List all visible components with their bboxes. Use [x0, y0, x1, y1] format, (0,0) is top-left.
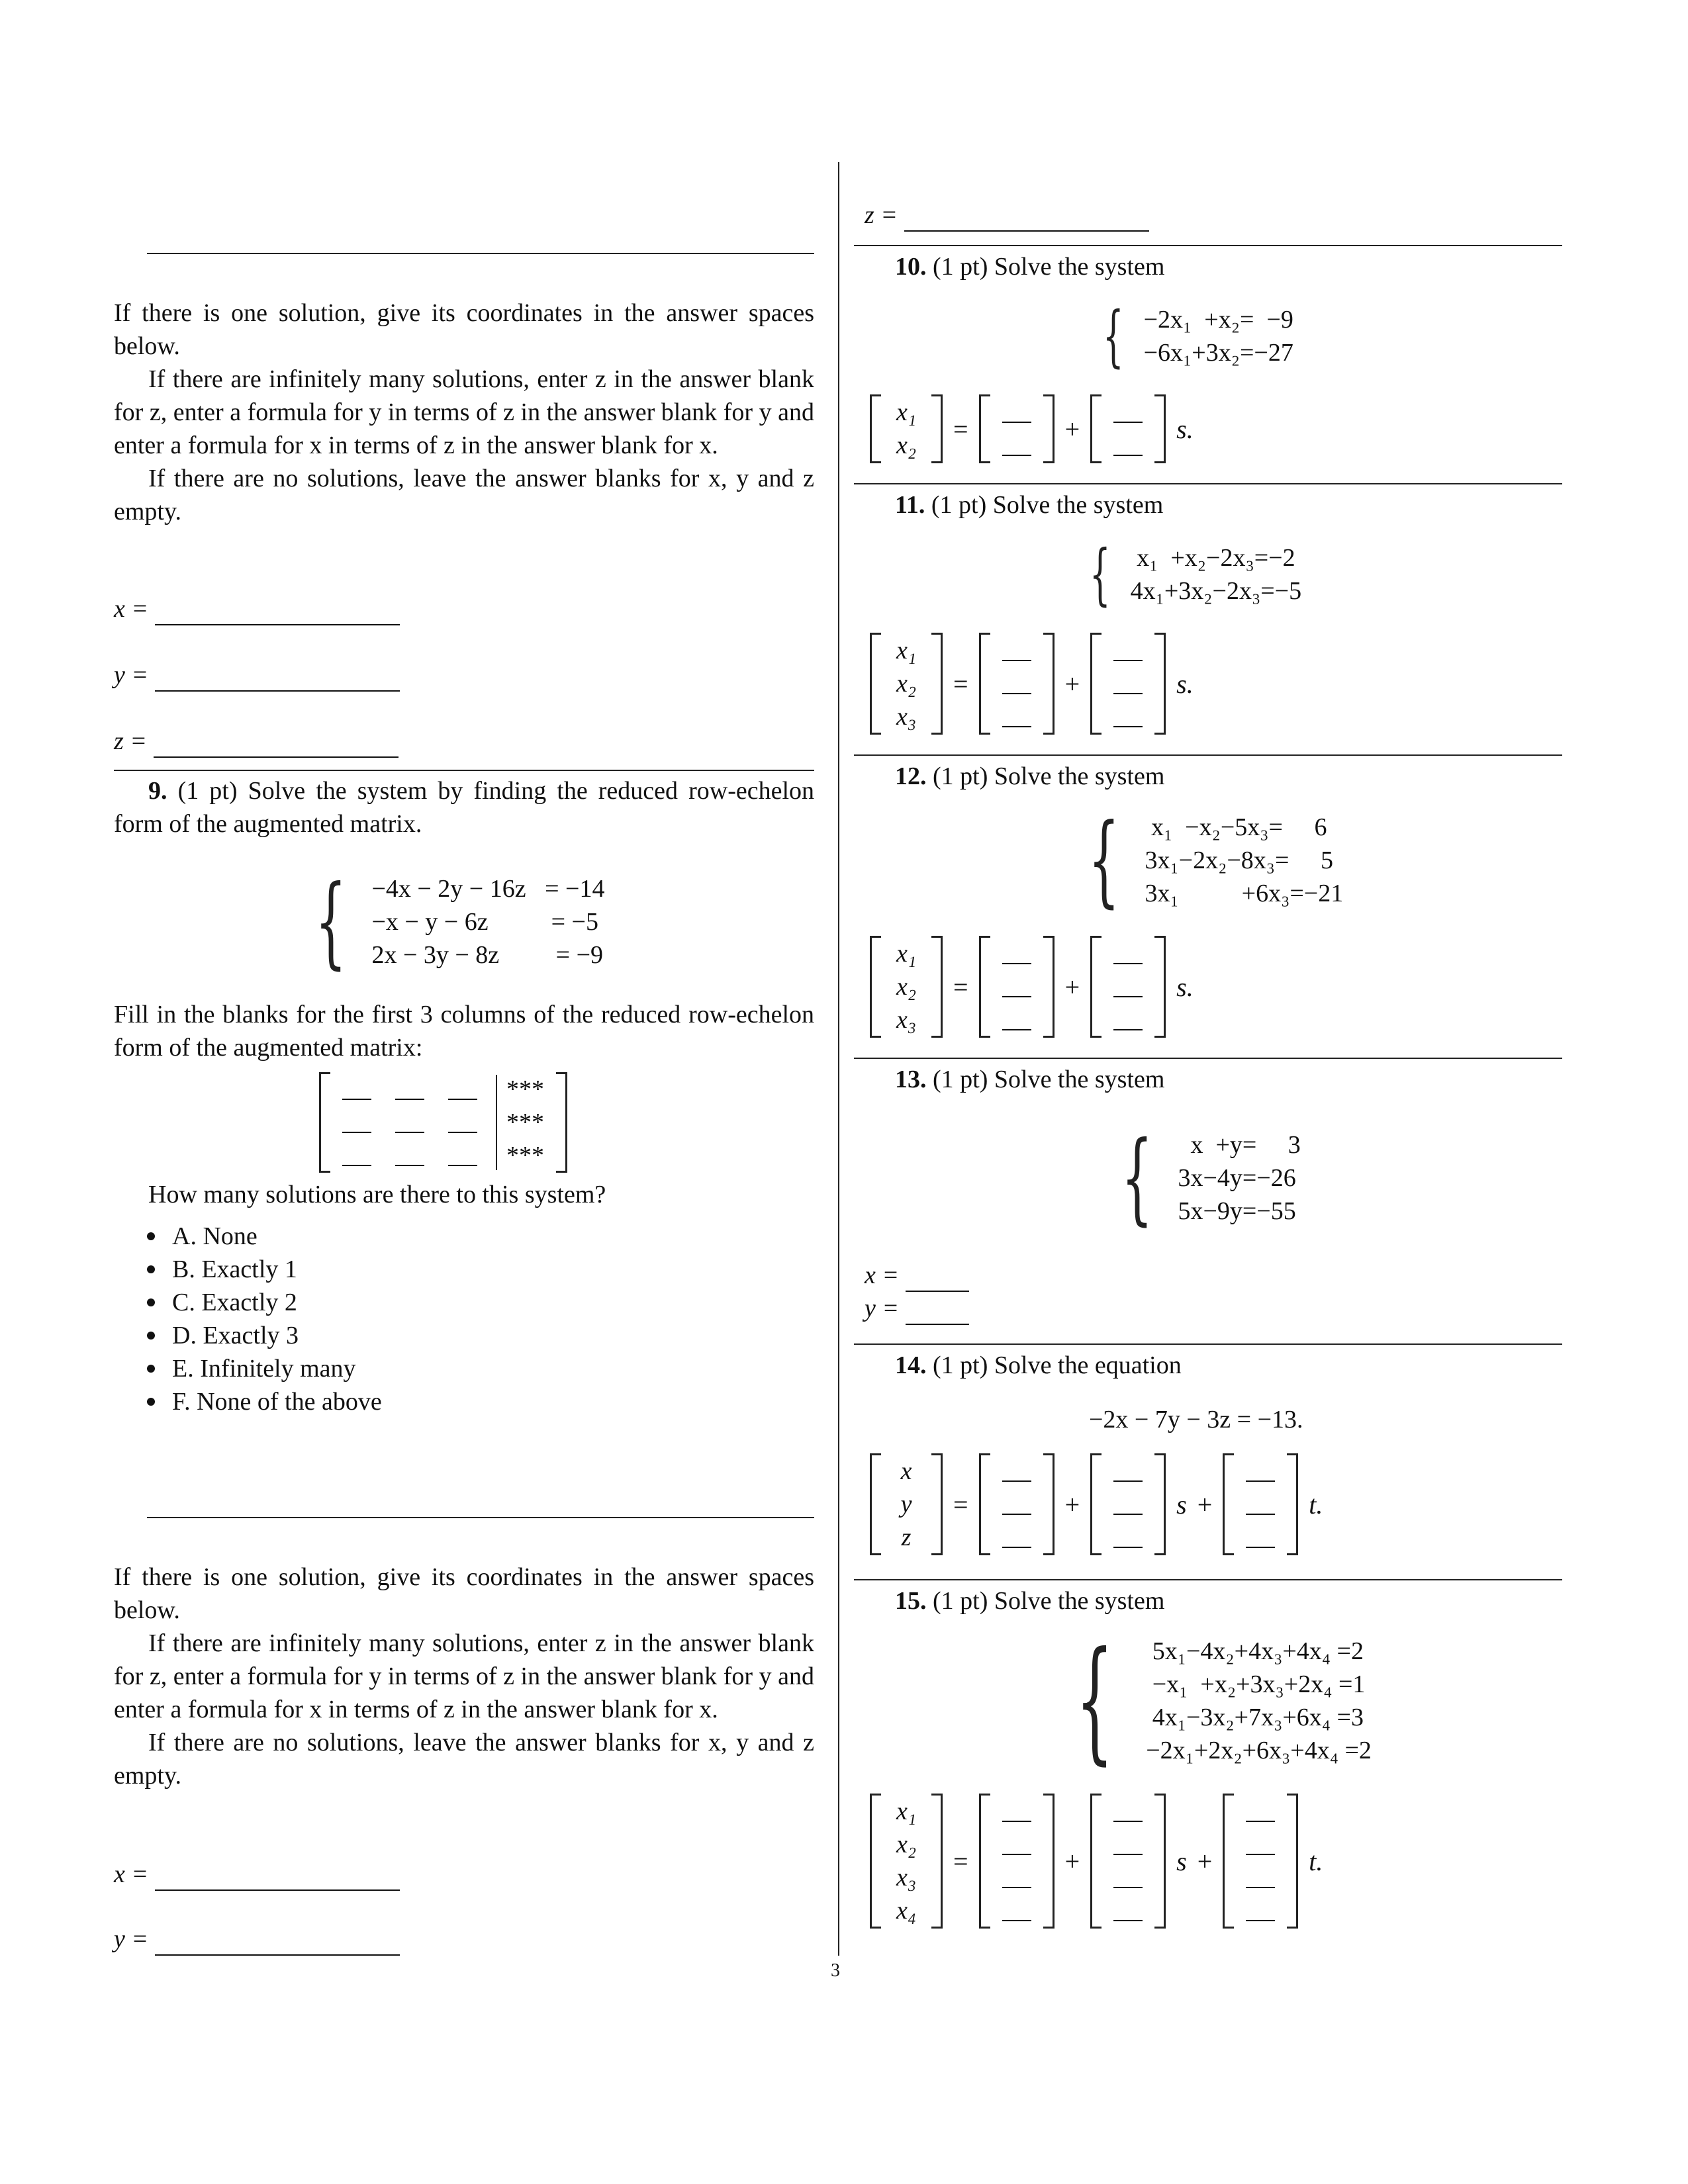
vector-blank[interactable]: [1113, 677, 1143, 694]
vector-blank[interactable]: [1113, 1904, 1143, 1921]
answer-y-row-2: [114, 1923, 400, 1956]
section-rule: [147, 253, 814, 254]
q10-number: 10.: [895, 253, 927, 281]
rref-blank[interactable]: [448, 1083, 477, 1100]
augmented-cell: ***: [506, 1109, 544, 1136]
q13-equation: x +y= 3: [1178, 1131, 1301, 1159]
q12-equation: x₁ −x₂−5x₃= 6: [1145, 813, 1327, 841]
answer-z-row-top: [865, 199, 1149, 232]
q12-system: [1072, 803, 1344, 918]
choice-a[interactable]: A. None: [114, 1220, 382, 1253]
instructions-block-2: [114, 1561, 814, 1792]
vector-blank[interactable]: [1002, 1498, 1031, 1515]
vector-blank[interactable]: [1002, 406, 1031, 423]
var-label: y: [900, 1490, 912, 1518]
q9-equation: −4x − 2y − 16z = −14: [371, 875, 605, 903]
q10-equation: −2x₁ +x₂= −9: [1143, 306, 1293, 334]
q13-answer-x-field[interactable]: [906, 1265, 969, 1292]
q15-points: (1 pt): [933, 1587, 988, 1615]
vector-blank[interactable]: [1246, 1838, 1275, 1855]
q9-question: How many solutions are there to this system?: [148, 1181, 606, 1208]
q12-number: 12.: [895, 762, 927, 790]
vector-blank[interactable]: [1113, 947, 1143, 964]
parameter-label: t.: [1309, 1489, 1323, 1520]
q14-points: (1 pt): [933, 1351, 988, 1379]
choice-b[interactable]: B. Exactly 1: [114, 1253, 382, 1286]
var-label: x₂: [896, 973, 917, 1001]
q14-prompt: Solve the equation: [994, 1351, 1182, 1379]
q12-points: (1 pt): [933, 762, 988, 790]
q9-augmented-matrix: [319, 1072, 567, 1173]
q10-vector-form: [870, 394, 1204, 463]
section-rule: [147, 1517, 814, 1518]
answer-z-field[interactable]: [154, 731, 399, 758]
section-rule: [854, 1579, 1562, 1580]
vector-blank[interactable]: [1002, 1838, 1031, 1855]
vector-blank[interactable]: [1113, 406, 1143, 423]
var-label: x₂: [896, 670, 917, 698]
q10-system: [1092, 297, 1293, 375]
parameter-label: t.: [1309, 1846, 1323, 1876]
q14-equation: −2x − 7y − 3z = −13.: [1089, 1406, 1303, 1433]
q12-equation: 3x₁ +6x₃=−21: [1145, 880, 1344, 907]
q9-equation: −x − y − 6z = −5: [371, 908, 598, 936]
q11-number: 11.: [895, 491, 925, 519]
vector-blank[interactable]: [1002, 1904, 1031, 1921]
q14-vector-form: [870, 1453, 1333, 1555]
q9-header: [114, 774, 814, 841]
vector-blank[interactable]: [1113, 980, 1143, 997]
q13-prompt: Solve the system: [994, 1066, 1165, 1093]
q15-header: [895, 1584, 1164, 1617]
var-label: x₂: [896, 1831, 917, 1858]
instruction-no-solutions: If there are no solutions, leave the answer blanks for x, y and z empty.: [114, 465, 814, 525]
var-label: x₁: [896, 637, 917, 664]
q13-number: 13.: [895, 1066, 927, 1093]
q10-header: [895, 250, 1164, 283]
plus-sign: +: [1064, 668, 1080, 699]
var-label: x₃: [896, 1864, 917, 1891]
choice-d[interactable]: D. Exactly 3: [114, 1319, 382, 1352]
vector-blank[interactable]: [1113, 1838, 1143, 1855]
left-brace: {: [1089, 535, 1111, 613]
q14-number: 14.: [895, 1351, 927, 1379]
vector-blank[interactable]: [1113, 1531, 1143, 1548]
answer-y-label: y =: [114, 1925, 149, 1953]
answer-x-row: [114, 592, 400, 625]
augment-separator: [496, 1075, 497, 1170]
answer-x-label: x =: [865, 1261, 900, 1289]
section-rule: [114, 770, 814, 771]
plus-sign: +: [1064, 972, 1080, 1002]
left-brace: {: [1088, 803, 1120, 918]
q15-system: [1053, 1623, 1372, 1778]
vector-blank[interactable]: [1113, 439, 1143, 456]
left-brace: {: [1102, 297, 1124, 375]
instruction-infinite-solutions: If there are infinitely many solutions, enter z in the answer blank for z, enter a formula for y in terms of z in the answer blank for y and enter a formula for x in terms of z in the answer blank for x.: [114, 1629, 814, 1723]
parameter-label: s: [1176, 1489, 1187, 1520]
vector-blank[interactable]: [1113, 1871, 1143, 1888]
vector-blank[interactable]: [1002, 1871, 1031, 1888]
instruction-one-solution: If there is one solution, give its coordinates in the answer spaces below.: [114, 1563, 814, 1624]
vector-blank[interactable]: [1002, 1465, 1031, 1482]
answer-x-label: x =: [114, 1860, 149, 1888]
column-divider: [838, 162, 839, 1956]
vector-blank[interactable]: [1246, 1904, 1275, 1921]
q15-vector-form: [870, 1794, 1333, 1929]
vector-blank[interactable]: [1002, 980, 1031, 997]
section-rule: [854, 1058, 1562, 1059]
vector-blank[interactable]: [1113, 644, 1143, 661]
vector-blank[interactable]: [1246, 1871, 1275, 1888]
q12-vector-form: [870, 936, 1204, 1038]
q13-equation: 3x−4y=−26: [1178, 1164, 1296, 1192]
equals-sign: =: [953, 414, 968, 444]
answer-z-field-top[interactable]: [904, 205, 1149, 232]
instructions-block: [114, 296, 814, 528]
augmented-cell: ***: [506, 1075, 544, 1103]
vector-blank[interactable]: [1246, 1531, 1275, 1548]
equals-sign: =: [953, 1846, 968, 1876]
q9-fill-prompt: Fill in the blanks for the first 3 columns of the reduced row-echelon form of the augmented matrix:: [114, 1001, 814, 1062]
answer-z-label: z =: [865, 201, 898, 229]
equals-sign: =: [953, 972, 968, 1002]
q9-equation: 2x − 3y − 8z = −9: [371, 941, 604, 969]
q11-vector-form: [870, 633, 1204, 735]
var-label: z: [901, 1524, 912, 1551]
q9-prompt: Solve the system by finding the reduced row-echelon form of the augmented matrix.: [114, 777, 815, 838]
answer-y-field-2[interactable]: [155, 1929, 400, 1956]
parameter-label: s.: [1176, 668, 1194, 699]
rref-blank[interactable]: [395, 1083, 424, 1100]
page-number: 3: [831, 1960, 840, 1981]
q15-equation: −x₁ +x₂+3x₃+2x₄ =1: [1146, 1670, 1366, 1698]
answer-x-field-2[interactable]: [155, 1864, 400, 1891]
q12-header: [895, 760, 1164, 793]
section-rule: [854, 483, 1562, 484]
vector-blank[interactable]: [1002, 1013, 1031, 1030]
q13-answer-x-row: [865, 1259, 969, 1292]
bracket-right: [556, 1072, 567, 1173]
parameter-label: s.: [1176, 972, 1194, 1002]
rref-blank[interactable]: [395, 1116, 424, 1133]
var-label: x₃: [896, 1006, 917, 1034]
answer-x-row-2: [114, 1858, 400, 1891]
plus-sign: +: [1064, 1489, 1080, 1520]
left-brace: {: [1075, 1623, 1114, 1778]
equals-sign: =: [953, 668, 968, 699]
var-label: x₁: [896, 940, 917, 968]
answer-y-row: [114, 659, 400, 692]
choice-c[interactable]: C. Exactly 2: [114, 1286, 382, 1319]
left-brace: {: [1121, 1120, 1153, 1236]
section-rule: [854, 1343, 1562, 1345]
q13-header: [895, 1063, 1164, 1096]
rref-blank[interactable]: [395, 1149, 424, 1166]
q13-answer-y-row: [865, 1292, 969, 1325]
q9-choices: [114, 1220, 382, 1418]
q10-points: (1 pt): [933, 253, 988, 281]
vector-blank[interactable]: [1246, 1805, 1275, 1822]
vector-blank[interactable]: [1113, 1498, 1143, 1515]
answer-y-label: y =: [865, 1295, 900, 1322]
vector-blank[interactable]: [1113, 1805, 1143, 1822]
var-label: x₁: [896, 398, 917, 426]
q11-equation: 4x₁+3x₂−2x₃=−5: [1130, 577, 1302, 605]
vector-blank[interactable]: [1002, 1531, 1031, 1548]
choice-f[interactable]: F. None of the above: [114, 1385, 382, 1418]
q14-header: [895, 1349, 1182, 1382]
left-brace: {: [314, 864, 347, 979]
rref-blank[interactable]: [448, 1149, 477, 1166]
rref-blank[interactable]: [342, 1149, 371, 1166]
bracket-left: [319, 1072, 330, 1173]
answer-x-field[interactable]: [155, 599, 400, 625]
q10-prompt: Solve the system: [994, 253, 1165, 281]
var-label: x₃: [896, 703, 917, 731]
choice-e[interactable]: E. Infinitely many: [114, 1352, 382, 1385]
augmented-cell: ***: [506, 1142, 544, 1169]
q9-points: (1 pt): [177, 777, 238, 805]
plus-sign: +: [1064, 414, 1080, 444]
q10-equation: −6x₁+3x₂=−27: [1143, 339, 1293, 367]
q11-equation: x₁ +x₂−2x₃=−2: [1130, 544, 1295, 572]
instruction-one-solution: If there is one solution, give its coordinates in the answer spaces below.: [114, 299, 814, 360]
instruction-infinite-solutions: If there are infinitely many solutions, enter z in the answer blank for z, enter a formula for y in terms of z in the answer blank for y and enter a formula for x in terms of z in the answer blank for x.: [114, 365, 814, 459]
q15-equation: −2x₁+2x₂+6x₃+4x₄ =2: [1146, 1737, 1372, 1764]
vector-blank[interactable]: [1246, 1465, 1275, 1482]
parameter-label: s.: [1176, 414, 1194, 444]
q11-points: (1 pt): [931, 491, 987, 519]
vector-blank[interactable]: [1002, 1805, 1031, 1822]
q13-points: (1 pt): [933, 1066, 988, 1093]
answer-y-label: y =: [114, 661, 149, 689]
q9-number: 9.: [148, 777, 167, 805]
section-rule: [854, 245, 1562, 246]
answer-x-label: x =: [114, 595, 149, 623]
q13-equation: 5x−9y=−55: [1178, 1197, 1296, 1225]
answer-z-label: z =: [114, 727, 147, 755]
var-label: x₁: [896, 1797, 917, 1825]
q12-prompt: Solve the system: [994, 762, 1165, 790]
q15-prompt: Solve the system: [994, 1587, 1165, 1615]
vector-blank[interactable]: [1002, 644, 1031, 661]
answer-z-row: [114, 725, 399, 758]
q9-system: [299, 864, 605, 979]
q13-answer-y-field[interactable]: [906, 1298, 969, 1325]
var-label: x: [900, 1457, 912, 1485]
equals-sign: =: [953, 1489, 968, 1520]
rref-blank[interactable]: [342, 1083, 371, 1100]
vector-blank[interactable]: [1002, 710, 1031, 727]
vector-blank[interactable]: [1002, 947, 1031, 964]
instruction-no-solutions: If there are no solutions, leave the answer blanks for x, y and z empty.: [114, 1729, 814, 1790]
plus-sign: +: [1064, 1846, 1080, 1876]
var-label: x₄: [896, 1897, 917, 1925]
q12-equation: 3x₁−2x₂−8x₃= 5: [1145, 846, 1333, 874]
plus-sign: +: [1197, 1489, 1213, 1520]
q11-system: [1079, 535, 1302, 613]
parameter-label: s: [1176, 1846, 1187, 1876]
vector-blank[interactable]: [1113, 1013, 1143, 1030]
q11-prompt: Solve the system: [992, 491, 1164, 519]
rref-blank[interactable]: [448, 1116, 477, 1133]
q15-equation: 4x₁−3x₂+7x₃+6x₄ =3: [1146, 1704, 1364, 1731]
q13-system: [1105, 1120, 1301, 1236]
q15-number: 15.: [895, 1587, 927, 1615]
vector-blank[interactable]: [1246, 1498, 1275, 1515]
vector-blank[interactable]: [1002, 439, 1031, 456]
vector-blank[interactable]: [1113, 710, 1143, 727]
rref-blank[interactable]: [342, 1116, 371, 1133]
q15-equation: 5x₁−4x₂+4x₃+4x₄ =2: [1146, 1637, 1364, 1665]
plus-sign: +: [1197, 1846, 1213, 1876]
answer-y-field[interactable]: [155, 665, 400, 692]
vector-blank[interactable]: [1113, 1465, 1143, 1482]
q11-header: [895, 488, 1163, 522]
section-rule: [854, 754, 1562, 756]
var-label: x₂: [896, 432, 917, 459]
vector-blank[interactable]: [1002, 677, 1031, 694]
